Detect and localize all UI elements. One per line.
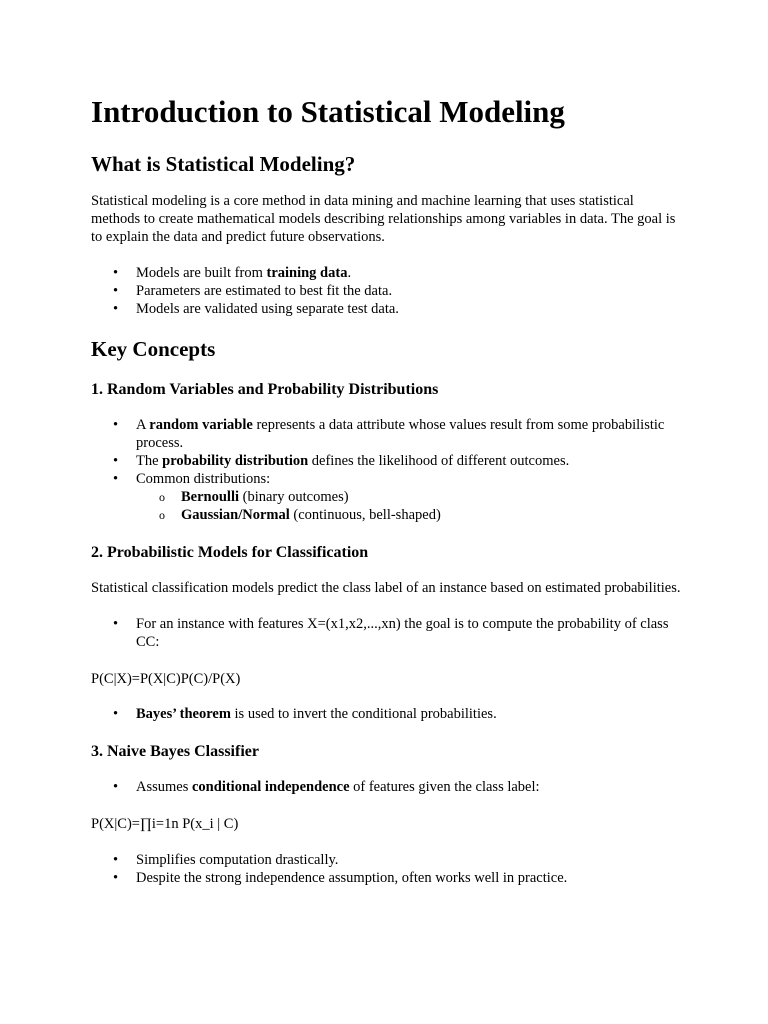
classification-paragraph: Statistical classification models predict the class label of an instance based on estimated probabilities. bbox=[91, 580, 681, 596]
list-item: • Assumes conditional independence of features given the class label: bbox=[91, 778, 681, 796]
sublist-item: o Gaussian/Normal (continuous, bell-shaped) bbox=[136, 506, 681, 524]
document-page bbox=[91, 92, 681, 887]
intro-paragraph: Statistical modeling is a core method in data mining and machine learning that uses statistical methods to create mathematical models describing relationships among variables in data. The goal is to explain the data and predict future observations. bbox=[91, 193, 676, 245]
distributions-sublist bbox=[136, 488, 681, 524]
list-item: • Models are validated using separate test data. bbox=[91, 300, 681, 318]
random-variables-list bbox=[91, 416, 681, 524]
bayes-formula: P(C|X)=P(X|C)P(C)/P(X) bbox=[91, 671, 241, 687]
classification-list bbox=[91, 615, 681, 651]
naive-bayes-notes-list bbox=[91, 851, 681, 887]
list-item: • Simplifies computation drastically. bbox=[91, 851, 681, 869]
list-item: • The probability distribution defines the likelihood of different outcomes. bbox=[91, 452, 681, 470]
list-item: • Common distributions: o Bernoulli (binary outcomes) o Gaussian/Normal (continuous, bell-shaped) bbox=[91, 470, 681, 524]
naive-bayes-formula: P(X|C)=∏i=1n P(x_i | C) bbox=[91, 816, 239, 832]
list-item: • For an instance with features X=(x1,x2,...,xn) the goal is to compute the probability of class CC: bbox=[91, 615, 681, 651]
list-item: • Bayes’ theorem is used to invert the conditional probabilities. bbox=[91, 705, 681, 723]
list-item: • A random variable represents a data attribute whose values result from some probabilistic process. bbox=[91, 416, 681, 452]
section-heading-what-is: What is Statistical Modeling? bbox=[91, 152, 356, 176]
naive-bayes-list bbox=[91, 778, 681, 796]
subsection-heading-probabilistic-models: 2. Probabilistic Models for Classification bbox=[91, 544, 369, 561]
sublist-item: o Bernoulli (binary outcomes) bbox=[136, 488, 681, 506]
subsection-heading-random-variables: 1. Random Variables and Probability Distributions bbox=[91, 381, 439, 398]
section-heading-key-concepts: Key Concepts bbox=[91, 337, 216, 361]
page-title: Introduction to Statistical Modeling bbox=[91, 94, 565, 129]
subsection-heading-naive-bayes: 3. Naive Bayes Classifier bbox=[91, 743, 259, 760]
list-item: • Despite the strong independence assumption, often works well in practice. bbox=[91, 869, 681, 887]
intro-list bbox=[91, 264, 681, 318]
list-item: • Parameters are estimated to best fit the data. bbox=[91, 282, 681, 300]
list-item: • Models are built from training data. bbox=[91, 264, 681, 282]
bayes-list bbox=[91, 705, 681, 723]
